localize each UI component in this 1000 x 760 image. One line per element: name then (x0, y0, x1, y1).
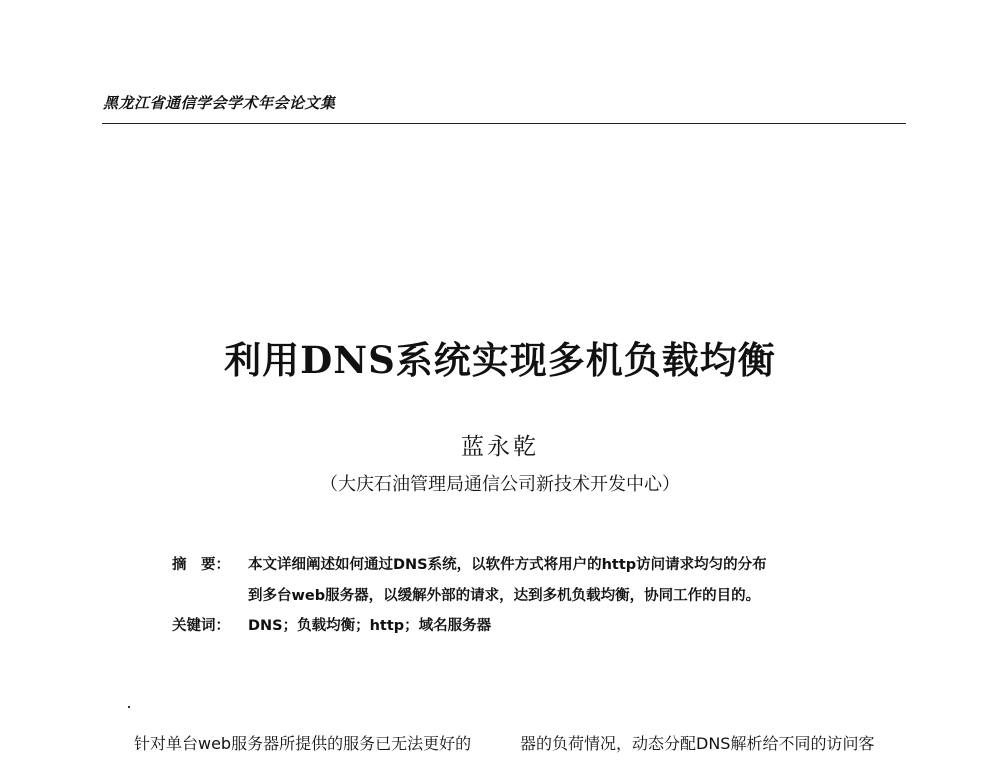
paper-title: 利用DNS系统实现多机负载均衡 (224, 338, 776, 382)
running-head: 黑龙江省通信学会学术年会论文集 (103, 94, 336, 112)
keywords-text: DNS；负载均衡；http；域名服务器 (248, 618, 492, 634)
abstract-text-2: 到多台web服务器，以缓解外部的请求，达到多机负载均衡，协同工作的目的。 (248, 588, 761, 604)
abstract-text-1: 本文详细阐述如何通过DNS系统，以软件方式将用户的http访问请求均匀的分布 (248, 557, 767, 573)
abstract-line-2 (248, 584, 760, 605)
scan-speck (128, 706, 130, 708)
abstract-label: 摘 要： (172, 557, 230, 573)
author-name: 蓝永乾 (461, 434, 539, 460)
body-left-column-line: 针对单台web服务器所提供的服务已无法更好的 (134, 734, 472, 753)
keywords-label: 关键词： (172, 618, 230, 634)
header-rule (102, 123, 906, 124)
abstract-line-1 (172, 553, 767, 574)
author-affiliation: （大庆石油管理局通信公司新技术开发中心） (320, 474, 680, 495)
keywords-line (172, 614, 491, 635)
body-right-column-line: 器的负荷情况，动态分配DNS解析给不同的访问客 (520, 734, 875, 753)
